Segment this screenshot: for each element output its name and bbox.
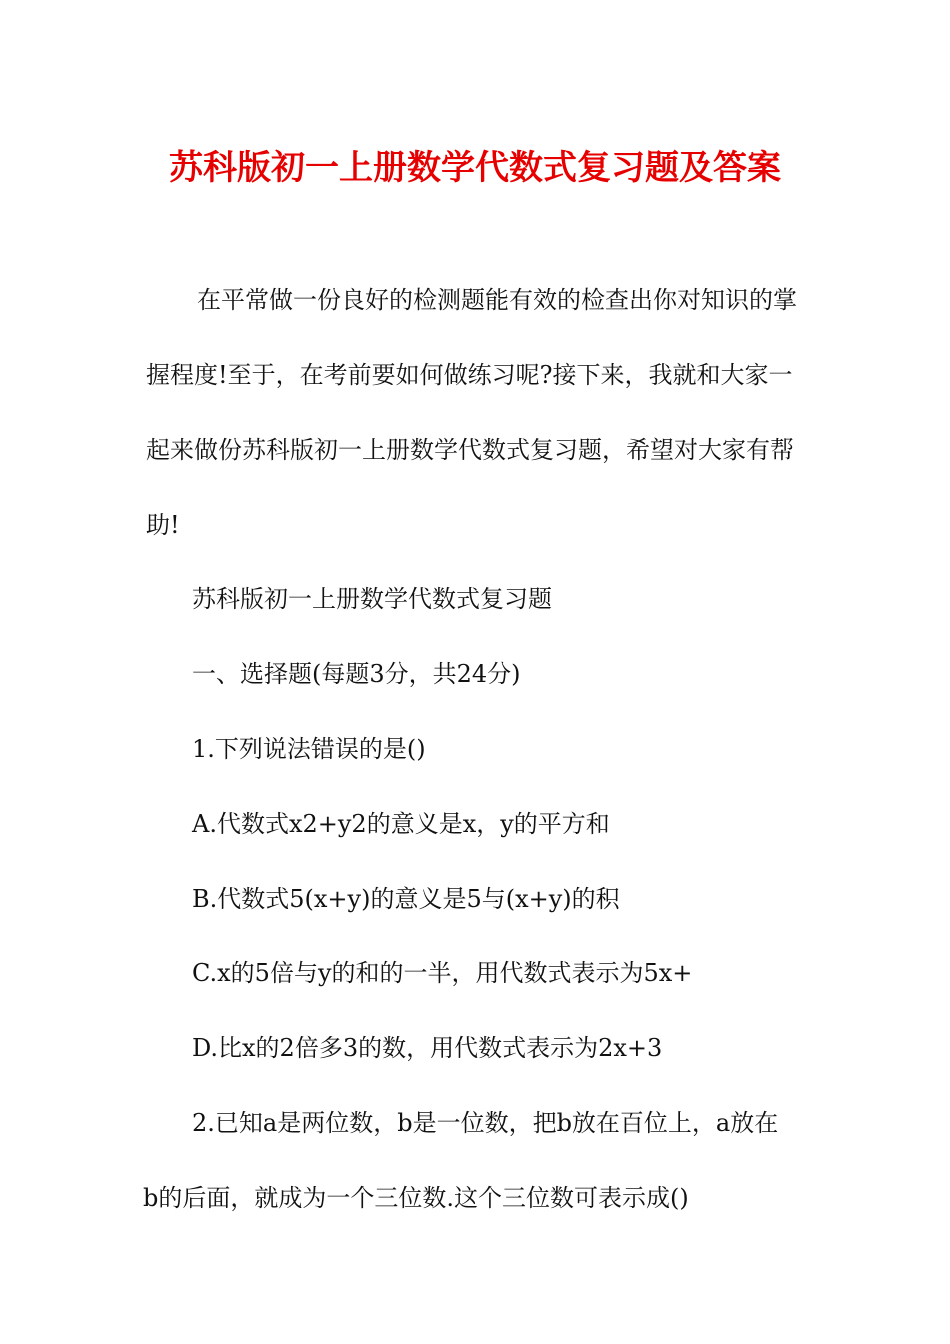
question-1-stem: 1.下列说法错误的是() (192, 735, 426, 763)
question-1-option-b: B.代数式5(x+y)的意义是5与(x+y)的积 (192, 885, 620, 913)
question-1-option-c: C.x的5倍与y的和的一半，用代数式表示为5x+ (192, 959, 693, 987)
section-heading: 苏科版初一上册数学代数式复习题 (192, 585, 552, 613)
intro-line-2: 握程度!至于，在考前要如何做练习呢?接下来，我就和大家一 (146, 361, 793, 389)
part-heading: 一、选择题(每题3分，共24分) (192, 660, 521, 688)
question-2-stem-line-2: b的后面，就成为一个三位数.这个三位数可表示成() (143, 1184, 689, 1212)
question-1-option-a: A.代数式x2+y2的意义是x，y的平方和 (192, 810, 610, 838)
document-title: 苏科版初一上册数学代数式复习题及答案 (169, 148, 781, 188)
intro-line-4: 助! (146, 511, 180, 539)
question-2-stem-line-1: 2.已知a是两位数，b是一位数，把b放在百位上，a放在 (192, 1109, 779, 1137)
question-1-option-d: D.比x的2倍多3的数，用代数式表示为2x+3 (192, 1034, 663, 1062)
intro-line-1: 在平常做一份良好的检测题能有效的检查出你对知识的掌 (197, 286, 797, 314)
intro-line-3: 起来做份苏科版初一上册数学代数式复习题，希望对大家有帮 (146, 436, 794, 464)
